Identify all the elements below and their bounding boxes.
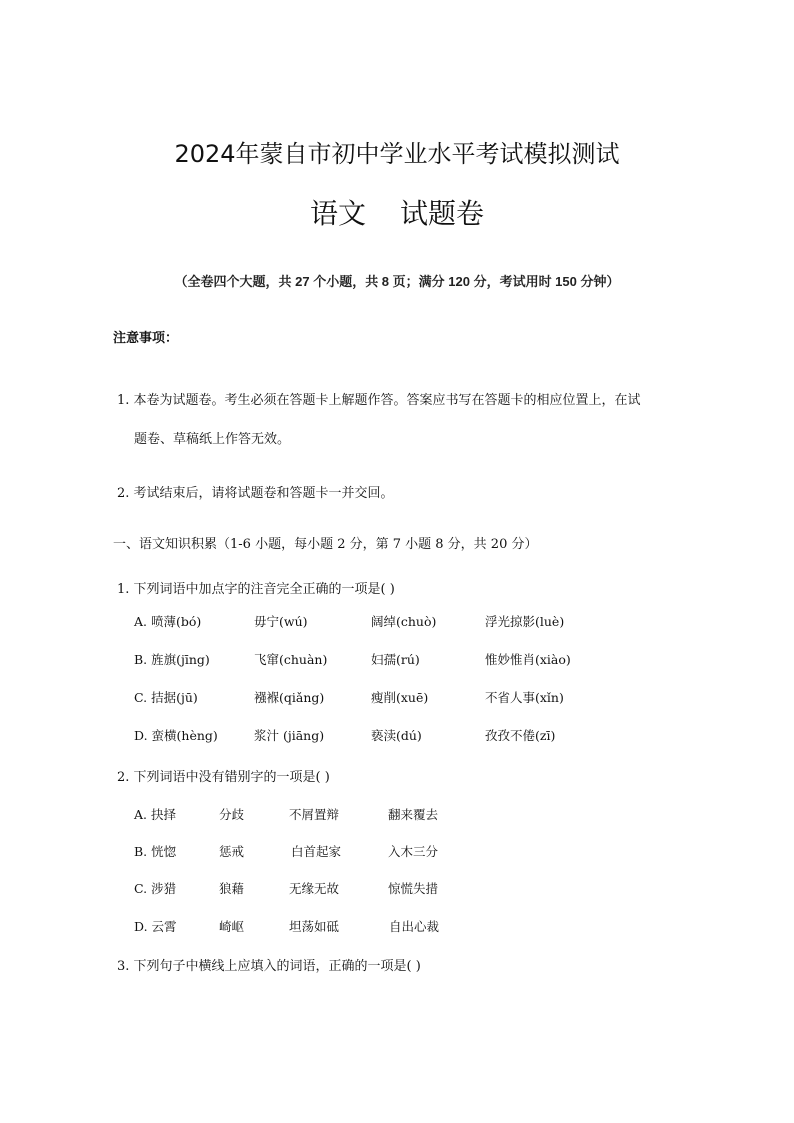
q2-option-d-3: 坦荡如砥 [289, 919, 340, 934]
q1-option-d-1: D. 蛮横(hèng) [134, 728, 218, 743]
q1-option-d-4: 孜孜不倦(zī) [485, 728, 556, 743]
q1-option-a-2: 毋宁(wú) [254, 614, 308, 629]
q1-option-c-2: 襁褓(qiǎng) [254, 690, 325, 705]
q2-option-c-3: 无缘无故 [289, 881, 340, 896]
q1-option-c-1: C. 拮据(jū) [134, 690, 198, 705]
paper-subtitle [0, 192, 794, 232]
q2-option-a-2: 分歧 [219, 807, 245, 822]
q1-option-d-2: 浆汁 (jiāng) [254, 728, 325, 743]
q1-option-a-4: 浮光掠影(luè) [485, 614, 565, 629]
q1-option-a-3: 阔绰(chuò) [371, 614, 437, 629]
instruction-1-line1: 1. 本卷为试题卷。考生必须在答题卡上解题作答。答案应书写在答题卡的相应位置上，在试 [117, 393, 641, 408]
q1-option-b-1: B. 旌旗(jīng) [134, 652, 210, 667]
q2-option-b-2: 惩戒 [219, 844, 245, 859]
subject-label: 语文 [309, 197, 366, 230]
q2-option-c-4: 惊慌失措 [388, 881, 439, 896]
q2-option-d-4: 自出心裁 [389, 919, 440, 934]
q2-option-b-3: 白首起家 [291, 844, 342, 859]
instruction-1-line2: 题卷、草稿纸上作答无效。 [134, 432, 291, 447]
q2-option-a-3: 不屑置辩 [289, 807, 340, 822]
q1-option-c-3: 瘦削(xuē) [371, 690, 429, 705]
section-heading: 一、语文知识积累（1-6 小题，每小题 2 分，第 7 小题 8 分，共 20 分） [113, 537, 538, 552]
q2-option-b-1: B. 恍惚 [134, 844, 177, 859]
q2-option-b-4: 入木三分 [388, 844, 439, 859]
notice-heading: 注意事项： [113, 331, 179, 346]
q2-option-a-4: 翻来覆去 [388, 807, 439, 822]
question-3-stem: 3. 下列句子中横线上应填入的词语，正确的一项是( ) [117, 959, 421, 974]
q2-option-d-2: 崎岖 [219, 919, 245, 934]
q1-option-b-3: 妇孺(rú) [371, 652, 420, 667]
exam-info: （全卷四个大题，共 27 个小题，共 8 页；满分 120 分，考试用时 150 分钟） [174, 274, 620, 289]
q1-option-d-3: 亵渎(dú) [371, 728, 422, 743]
q2-option-c-1: C. 涉猎 [134, 881, 177, 896]
instruction-2: 2. 考试结束后，请将试题卷和答题卡一并交回。 [117, 486, 394, 501]
q2-option-a-1: A. 抉择 [134, 807, 176, 822]
paper-label: 试题卷 [400, 197, 485, 230]
q1-option-a-1: A. 喷薄(bó) [134, 614, 202, 629]
q2-option-d-1: D. 云霄 [134, 919, 177, 934]
q1-option-c-4: 不省人事(xǐn) [485, 690, 564, 705]
q2-option-c-2: 狼藉 [219, 881, 245, 896]
exam-title: 2024年蒙自市初中学业水平考试模拟测试 [174, 140, 620, 168]
q1-option-b-4: 惟妙惟肖(xiào) [485, 652, 571, 667]
question-2-stem: 2. 下列词语中没有错别字的一项是( ) [117, 770, 330, 785]
q1-option-b-2: 飞窜(chuàn) [254, 652, 328, 667]
question-1-stem: 1. 下列词语中加点字的注音完全正确的一项是( ) [117, 582, 395, 597]
